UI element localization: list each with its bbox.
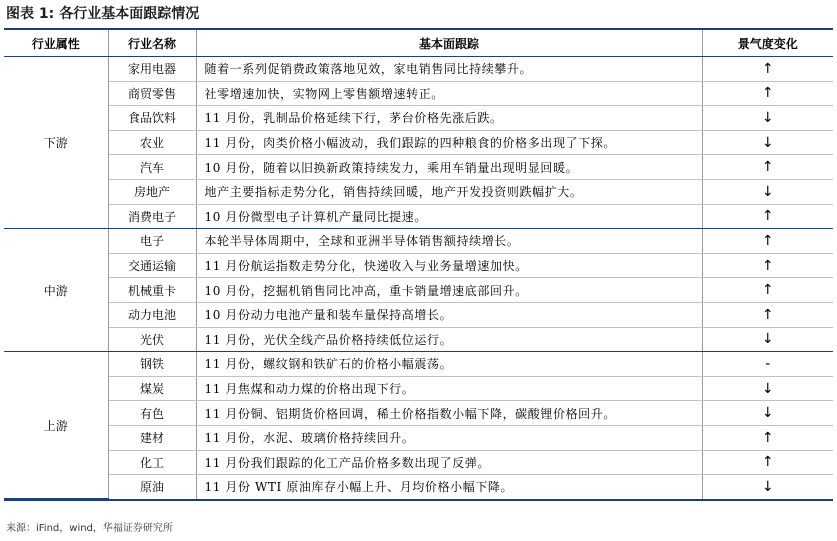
tracking-cell: 社零增速加快，实物网上零售额增速转正。 [196,81,702,106]
trend-cell: ↓ [702,179,833,204]
industry-cell: 汽车 [108,155,196,180]
trend-cell: ↑ [702,450,833,475]
trend-cell: ↑ [702,425,833,450]
table-row [4,229,833,254]
table-row [4,450,833,475]
industry-cell: 交通运输 [108,253,196,278]
caption-title: 各行业基本面跟踪情况 [59,6,200,22]
table-row [4,204,833,229]
trend-cell: ↑ [702,229,833,254]
table-row [4,179,833,204]
tracking-cell: 11 月份，光伏全线产品价格持续低位运行。 [196,327,702,352]
table-row [4,352,833,377]
trend-cell: ↑ [702,253,833,278]
table-container [4,28,833,501]
industry-cell: 煤炭 [108,376,196,401]
tracking-cell: 10 月份，随着以旧换新政策持续发力，乘用车销量出现明显回暖。 [196,155,702,180]
industry-cell: 房地产 [108,179,196,204]
industry-cell: 机械重卡 [108,278,196,303]
group-cell: 下游 [4,57,108,229]
table-body [4,57,833,499]
figure-caption [6,3,199,25]
industry-cell: 动力电池 [108,302,196,327]
tracking-cell: 本轮半导体周期中，全球和亚洲半导体销售额持续增长。 [196,229,702,254]
trend-cell: - [702,352,833,377]
source-note: 来源：iFind，wind，华福证券研究所 [6,523,173,534]
group-cell: 中游 [4,229,108,352]
table-row [4,475,833,499]
table-row [4,327,833,352]
industry-cell: 食品饮料 [108,106,196,131]
table-row [4,106,833,131]
trend-cell: ↓ [702,327,833,352]
header-industry: 行业名称 [108,30,196,57]
group-cell: 上游 [4,352,108,499]
tracking-cell: 11 月份铜、铝期货价格回调，稀土价格指数小幅下降，碳酸锂价格回升。 [196,401,702,426]
trend-cell: ↓ [702,401,833,426]
table-row [4,155,833,180]
trend-cell: ↑ [702,81,833,106]
tracking-cell: 10 月份，挖掘机销售同比冲高，重卡销量增速底部回升。 [196,278,702,303]
industry-fundamentals-table [4,30,833,499]
table-row [4,278,833,303]
tracking-cell: 11 月份 WTI 原油库存小幅上升、月均价格小幅下降。 [196,475,702,499]
trend-cell: ↓ [702,130,833,155]
header-group: 行业属性 [4,30,108,57]
industry-cell: 农业 [108,130,196,155]
table-row [4,253,833,278]
tracking-cell: 11 月份我们跟踪的化工产品价格多数出现了反弹。 [196,450,702,475]
industry-cell: 钢铁 [108,352,196,377]
trend-cell: ↑ [702,155,833,180]
industry-cell: 光伏 [108,327,196,352]
tracking-cell: 11 月份航运指数走势分化，快递收入与业务量增速加快。 [196,253,702,278]
table-row [4,302,833,327]
header-tracking: 基本面跟踪 [196,30,702,57]
table-row [4,81,833,106]
tracking-cell: 11 月份，螺纹钢和铁矿石的价格小幅震荡。 [196,352,702,377]
tracking-cell: 地产主要指标走势分化，销售持续回暖，地产开发投资则跌幅扩大。 [196,179,702,204]
tracking-cell: 11 月焦煤和动力煤的价格出现下行。 [196,376,702,401]
caption-prefix: 图表 1: [6,6,55,22]
tracking-cell: 11 月份，水泥、玻璃价格持续回升。 [196,425,702,450]
trend-cell: ↓ [702,106,833,131]
industry-cell: 商贸零售 [108,81,196,106]
tracking-cell: 随着一系列促销费政策落地见效，家电销售同比持续攀升。 [196,57,702,82]
tracking-cell: 10 月份微型电子计算机产量同比提速。 [196,204,702,229]
trend-cell: ↓ [702,376,833,401]
industry-cell: 家用电器 [108,57,196,82]
table-row [4,57,833,82]
table-row [4,425,833,450]
trend-cell: ↑ [702,302,833,327]
industry-cell: 有色 [108,401,196,426]
industry-cell: 建材 [108,425,196,450]
trend-cell: ↓ [761,478,774,495]
industry-cell: 消费电子 [108,204,196,229]
industry-cell: 电子 [108,229,196,254]
header-row [4,30,833,57]
header-trend: 景气度变化 [702,30,833,57]
tracking-cell: 11 月份，乳制品价格延续下行，茅台价格先涨后跌。 [196,106,702,131]
trend-cell: ↑ [702,204,833,229]
tracking-cell: 10 月份动力电池产量和装车量保持高增长。 [196,302,702,327]
industry-cell: 原油 [108,475,196,499]
tracking-cell: 11 月份，肉类价格小幅波动，我们跟踪的四种粮食的价格多出现了下探。 [196,130,702,155]
trend-cell: ↑ [702,57,833,82]
industry-cell: 化工 [108,450,196,475]
trend-cell: ↑ [702,278,833,303]
table-row [4,376,833,401]
table-row [4,130,833,155]
table-row [4,401,833,426]
